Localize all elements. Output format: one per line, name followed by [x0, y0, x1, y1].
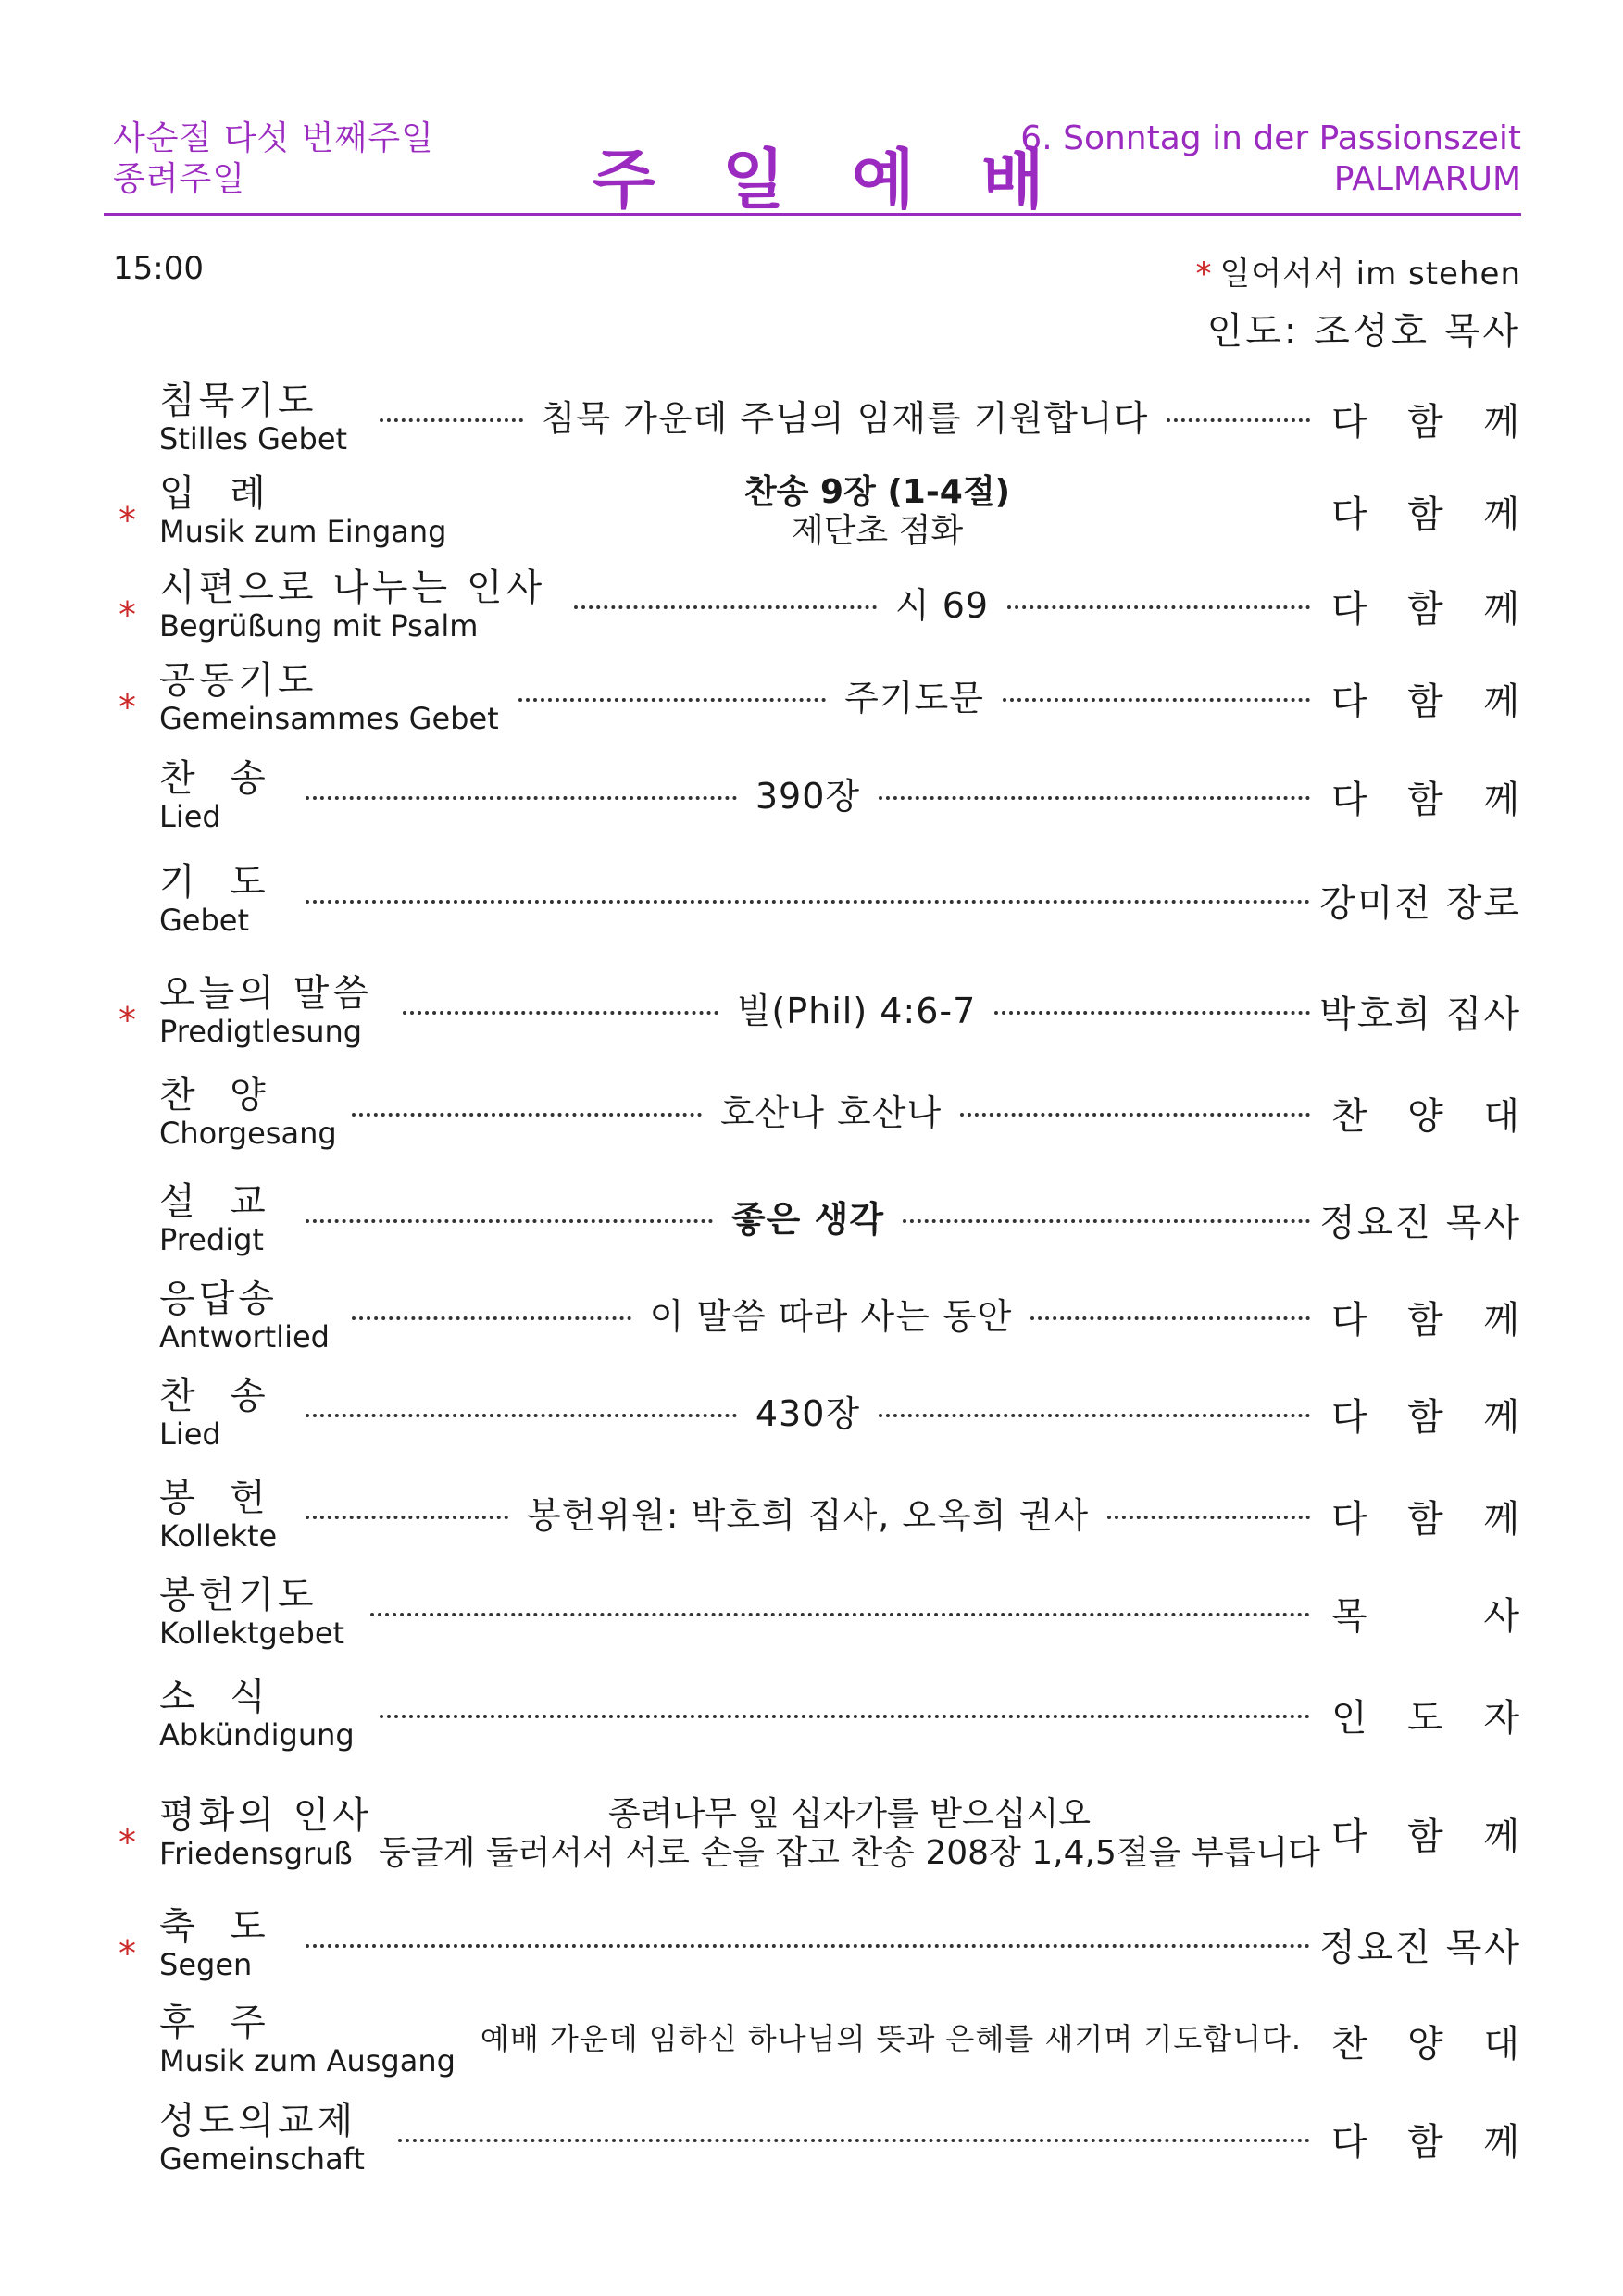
item-titles: [159, 861, 269, 937]
item-title-german: Antwortlied: [159, 1319, 330, 1354]
item-titles: [159, 380, 347, 455]
detail-line-1: 종려나무 잎 십자가를 받으십시오: [607, 1795, 1092, 1833]
item-detail: [567, 574, 1317, 630]
item-titles: [159, 972, 372, 1048]
leader-dots: [306, 1219, 713, 1223]
item-title-korean: 찬 송: [159, 757, 269, 800]
item-title-korean: 기 도: [159, 861, 269, 904]
stand-asterisk: *: [119, 1000, 136, 1041]
stand-asterisk: *: [119, 1822, 136, 1863]
responsible-part: 찬: [1331, 1095, 1369, 1138]
item-title-korean: 응답송: [159, 1278, 278, 1320]
item-detail-text: 호산나 호산나: [719, 1092, 943, 1133]
item-responsible: [1331, 1087, 1521, 1140]
item-title-german: Musik zum Ausgang: [159, 2043, 456, 2078]
leader-dots: [380, 1715, 1310, 1718]
responsible-part: 함: [1407, 779, 1445, 821]
service-item: [0, 2100, 1623, 2189]
leader-dots: [1007, 605, 1310, 609]
item-detail: [391, 2107, 1317, 2163]
item-title-korean: 성도의교제: [159, 2100, 357, 2142]
leader-dots: [403, 1011, 718, 1015]
header-right: [1020, 119, 1521, 200]
stand-note: [1195, 248, 1521, 293]
responsible-part: 사: [1483, 1595, 1521, 1638]
item-titles: [159, 567, 545, 643]
item-titles: [159, 2100, 365, 2176]
item-titles: [159, 1794, 372, 1870]
responsible-part: 양: [1407, 2023, 1445, 2065]
item-detail: [465, 2009, 1317, 2065]
item-detail-text: 390장: [755, 775, 861, 817]
service-item: [0, 659, 1623, 748]
item-titles: [159, 1180, 269, 1256]
service-leader: 인도: 조성호 목사: [1206, 310, 1521, 353]
responsible-part: 다: [1331, 1498, 1369, 1541]
responsible-part: 께: [1483, 1816, 1521, 1858]
service-item: [0, 380, 1623, 468]
responsible-part: 도: [1407, 1697, 1445, 1740]
responsible-part: 함: [1407, 1299, 1445, 1341]
leader-dots: [1167, 418, 1310, 422]
item-responsible: [1331, 1807, 1521, 1860]
responsible-part: 다: [1331, 1816, 1369, 1858]
item-titles: [159, 1574, 344, 1650]
item-detail: [298, 1484, 1317, 1540]
leader-dots: [994, 1011, 1310, 1015]
responsible-part: 께: [1483, 779, 1521, 821]
item-detail: [298, 1188, 1317, 1243]
responsible-part: 께: [1483, 588, 1521, 630]
item-title-german: Stilles Gebet: [159, 421, 348, 456]
item-detail-text: 봉헌위원: 박호희 집사, 오옥희 권사: [526, 1494, 1090, 1536]
responsible-part: 다: [1331, 588, 1369, 630]
responsible-part: 찬: [1331, 2023, 1369, 2065]
service-item: [0, 1375, 1623, 1464]
leader-dots: [380, 418, 523, 422]
service-item: [0, 1905, 1623, 1994]
item-title-korean: 설 교: [159, 1180, 269, 1223]
item-titles: [159, 1676, 355, 1752]
item-title-german: Abkündigung: [159, 1717, 355, 1753]
responsible-part: 다: [1331, 493, 1369, 536]
stand-note-text: 일어서서 im stehen: [1219, 256, 1521, 293]
item-titles: [159, 1375, 269, 1451]
service-item: [0, 1676, 1623, 1765]
item-titles: [159, 1477, 277, 1553]
detail-line-2: 둥글게 둘러서서 서로 손을 잡고 찬송 208장 1,4,5절을 부릅니다: [379, 1834, 1320, 1872]
item-detail: [395, 980, 1317, 1035]
sunday-name: 종려주일: [113, 160, 246, 198]
service-item: [0, 567, 1623, 655]
item-title-korean: 축 도: [159, 1905, 269, 1948]
item-detail-text: [379, 1795, 1320, 1873]
service-item: [0, 1180, 1623, 1269]
item-responsible: [1331, 2113, 1521, 2165]
responsible-part: 자: [1483, 1697, 1521, 1740]
item-title-german: Gemeinschaft: [159, 2141, 365, 2177]
item-title-korean: 침묵기도: [159, 380, 318, 422]
item-title-german: Kollekte: [159, 1518, 278, 1554]
item-responsible: [1331, 2015, 1521, 2067]
item-detail-text: [744, 473, 1010, 551]
leader-dots: [574, 605, 877, 609]
leader-dots: [352, 1316, 631, 1320]
item-responsible: 정요진 목사: [1319, 1927, 1521, 1969]
leader-dots: [306, 900, 1310, 904]
responsible-part: 다: [1331, 2121, 1369, 2164]
item-title-german: Begrüßung mit Psalm: [159, 608, 479, 643]
item-title-german: Kollektgebet: [159, 1616, 345, 1651]
item-title-korean: 오늘의 말씀: [159, 972, 372, 1015]
item-detail: [372, 1683, 1317, 1739]
leader-dots: [1003, 698, 1310, 702]
item-responsible: [1331, 580, 1521, 632]
leader-dots: [306, 1516, 508, 1519]
service-item: [0, 1477, 1623, 1566]
item-title-korean: 시편으로 나누는 인사: [159, 567, 546, 609]
item-titles: [159, 659, 499, 735]
item-title-korean: 찬 양: [159, 1074, 269, 1117]
item-detail: [298, 868, 1317, 924]
leader-dots: [370, 1613, 1310, 1616]
detail-line-1: 찬송 9장 (1-4절): [743, 473, 1011, 511]
item-title-german: Musik zum Eingang: [159, 514, 447, 549]
item-detail-text: 430장: [755, 1392, 861, 1434]
item-titles: [159, 1074, 337, 1150]
leader-dots: [306, 796, 737, 800]
item-detail: [344, 1081, 1317, 1137]
item-responsible: 박호희 집사: [1319, 993, 1521, 1036]
item-detail-text: 시 69: [894, 584, 990, 626]
responsible-part: 함: [1407, 680, 1445, 723]
responsible-part: 대: [1483, 2023, 1521, 2065]
item-responsible: [1331, 485, 1521, 538]
item-title-korean: 후 주: [159, 2002, 269, 2044]
item-titles: [159, 757, 269, 833]
item-titles: [159, 2002, 456, 2078]
german-sunday-name: PALMARUM: [1333, 160, 1521, 198]
item-title-korean: 찬 송: [159, 1375, 269, 1417]
item-title-german: Gebet: [159, 903, 250, 938]
item-responsible: 강미전 장로: [1319, 882, 1521, 925]
leader-dots: [1030, 1316, 1310, 1320]
item-responsible: [1331, 770, 1521, 823]
item-responsible: [1331, 1689, 1521, 1741]
item-detail: [511, 667, 1317, 722]
item-title-korean: 소 식: [159, 1676, 269, 1718]
leader-dots: [306, 1414, 737, 1417]
item-detail: [298, 765, 1317, 820]
leader-dots: [398, 2139, 1310, 2142]
page-title: 주 일 예 배: [593, 142, 1067, 218]
header-divider: [104, 213, 1521, 216]
item-titles: [159, 472, 446, 548]
item-title-korean: 봉 헌: [159, 1477, 269, 1519]
responsible-part: 께: [1483, 1299, 1521, 1341]
item-detail-text: 좋은 생각: [730, 1198, 885, 1240]
leader-dots: [879, 1414, 1310, 1417]
item-detail: [298, 1382, 1317, 1438]
responsible-part: 함: [1407, 2121, 1445, 2164]
service-item: [0, 757, 1623, 846]
responsible-part: 다: [1331, 1299, 1369, 1341]
item-detail: [437, 472, 1317, 552]
responsible-part: 다: [1331, 401, 1369, 443]
item-titles: [159, 1278, 330, 1354]
responsible-part: 함: [1407, 588, 1445, 630]
header-left: [113, 119, 434, 200]
responsible-part: 함: [1407, 1498, 1445, 1541]
item-responsible: [1331, 672, 1521, 725]
item-detail-text: 빌(Phil) 4:6-7: [736, 990, 977, 1031]
item-detail: [372, 387, 1317, 443]
leader-dots: [306, 1944, 1310, 1948]
item-detail: [298, 1913, 1317, 1968]
service-item: [0, 1794, 1623, 1883]
item-title-korean: 공동기도: [159, 659, 318, 702]
item-title-korean: 봉헌기도: [159, 1574, 318, 1616]
item-responsible: [1331, 393, 1521, 445]
service-item: [0, 472, 1623, 561]
item-title-german: Chorgesang: [159, 1116, 337, 1151]
responsible-part: 함: [1407, 1396, 1445, 1439]
item-title-german: Lied: [159, 799, 221, 834]
stand-asterisk: *: [119, 1933, 136, 1974]
leader-dots: [879, 796, 1310, 800]
leader-dots: [903, 1219, 1310, 1223]
service-item: [0, 1574, 1623, 1663]
service-time: 15:00: [113, 250, 204, 287]
german-season-title: 6. Sonntag in der Passionszeit: [1020, 119, 1521, 157]
item-title-korean: 평화의 인사: [159, 1794, 372, 1837]
leader-dots: [518, 698, 826, 702]
item-detail-text: 침묵 가운데 주님의 임재를 기원합니다: [541, 397, 1149, 439]
stand-asterisk: *: [1195, 256, 1213, 293]
item-title-german: Friedensgruß: [159, 1836, 353, 1871]
leader-dots: [352, 1113, 702, 1117]
service-item: [0, 1074, 1623, 1163]
responsible-part: 께: [1483, 401, 1521, 443]
responsible-part: 께: [1483, 1396, 1521, 1439]
item-title-german: Predigt: [159, 1222, 264, 1257]
item-responsible: [1331, 1388, 1521, 1441]
item-detail-text: 예배 가운데 임하신 하나님의 뜻과 은혜를 새기며 기도합니다.: [480, 2021, 1303, 2056]
responsible-part: 함: [1407, 493, 1445, 536]
service-item: [0, 1278, 1623, 1366]
responsible-part: 다: [1331, 680, 1369, 723]
responsible-part: 다: [1331, 779, 1369, 821]
item-titles: [159, 1905, 269, 1981]
responsible-part: 목: [1331, 1595, 1369, 1638]
leader-dots: [1107, 1516, 1310, 1519]
responsible-part: 께: [1483, 493, 1521, 536]
item-title-german: Gemeinsammes Gebet: [159, 701, 499, 736]
item-title-german: Predigtlesung: [159, 1014, 363, 1049]
detail-line-2: 제단초 점화: [791, 512, 964, 550]
responsible-part: 대: [1483, 1095, 1521, 1138]
responsible-part: 께: [1483, 1498, 1521, 1541]
item-responsible: [1331, 1291, 1521, 1343]
responsible-part: 다: [1331, 1396, 1369, 1439]
item-title-german: Segen: [159, 1947, 253, 1982]
item-detail: [379, 1794, 1320, 1874]
item-detail-text: 이 말씀 따라 사는 동안: [649, 1295, 1013, 1337]
responsible-part: 함: [1407, 1816, 1445, 1858]
item-detail-text: 주기도문: [844, 677, 984, 718]
responsible-part: 양: [1407, 1095, 1445, 1138]
item-responsible: 정요진 목사: [1319, 1202, 1521, 1244]
leader-dots: [960, 1113, 1310, 1117]
item-title-german: Lied: [159, 1416, 221, 1452]
item-responsible: [1331, 1490, 1521, 1542]
item-title-korean: 입 례: [159, 472, 269, 515]
service-item: [0, 861, 1623, 950]
service-item: [0, 2002, 1623, 2090]
item-detail: [344, 1285, 1317, 1341]
item-detail: [363, 1581, 1317, 1637]
season-title: 사순절 다섯 번째주일: [113, 119, 434, 157]
stand-asterisk: *: [119, 687, 136, 728]
service-item: [0, 972, 1623, 1061]
responsible-part: 함: [1407, 401, 1445, 443]
stand-asterisk: *: [119, 500, 136, 541]
item-responsible: [1331, 1587, 1521, 1640]
responsible-part: 께: [1483, 680, 1521, 723]
responsible-part: 께: [1483, 2121, 1521, 2164]
stand-asterisk: *: [119, 594, 136, 635]
responsible-part: 인: [1331, 1697, 1369, 1740]
